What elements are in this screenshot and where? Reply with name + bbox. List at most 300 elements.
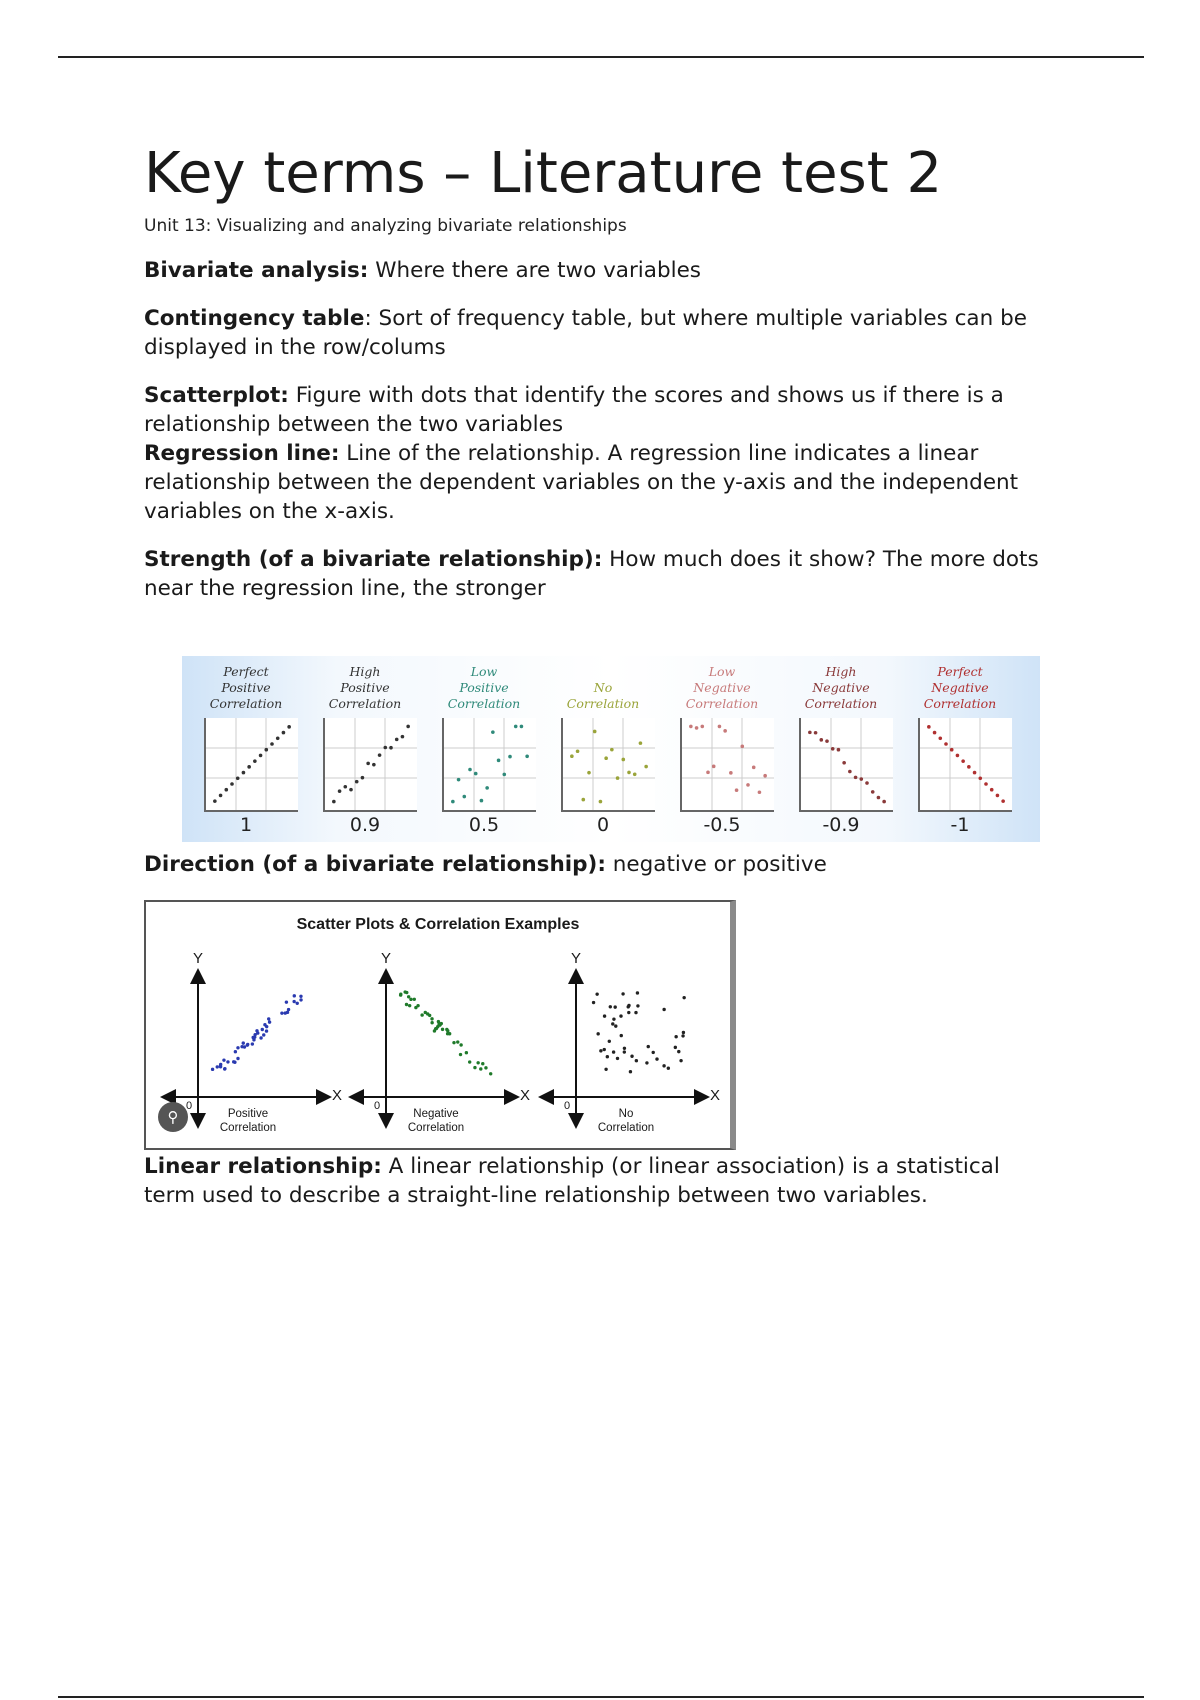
correlation-label-line: Positive xyxy=(459,680,509,695)
data-point xyxy=(216,1065,219,1068)
data-point xyxy=(468,768,472,772)
data-point xyxy=(808,731,812,735)
data-point xyxy=(978,776,982,780)
data-point xyxy=(261,1028,264,1031)
data-point xyxy=(420,1013,423,1016)
term-definition: A linear relationship (or linear association) is a statistical term used to describe a straight-line relationship between two variables. xyxy=(144,1154,1000,1208)
data-point xyxy=(296,1002,299,1005)
data-point xyxy=(445,1028,448,1031)
data-point xyxy=(468,1060,471,1063)
term-contingency-table xyxy=(144,304,1044,362)
data-point xyxy=(990,788,994,792)
origin-label: 0 xyxy=(186,1100,193,1112)
correlation-plot xyxy=(680,718,774,812)
data-point xyxy=(613,1005,616,1008)
data-point xyxy=(674,1035,677,1038)
data-point xyxy=(264,748,268,752)
term-definition: Where there are two variables xyxy=(368,258,702,283)
plot-caption xyxy=(391,1107,481,1135)
data-point xyxy=(877,796,881,800)
correlation-label-line: No xyxy=(593,680,613,695)
data-point xyxy=(426,1012,429,1015)
data-point xyxy=(837,748,841,752)
data-point xyxy=(459,1043,462,1046)
data-point xyxy=(525,755,529,759)
correlation-coefficient: 0 xyxy=(596,814,610,836)
data-point xyxy=(871,790,875,794)
data-point xyxy=(489,1072,492,1075)
data-point xyxy=(276,736,280,740)
correlation-panel-title xyxy=(190,664,302,712)
data-point xyxy=(456,1040,459,1043)
plot-caption xyxy=(203,1107,293,1135)
data-point xyxy=(933,731,937,735)
correlation-panel xyxy=(785,656,897,842)
data-point xyxy=(662,1008,665,1011)
data-point xyxy=(480,799,484,803)
data-point xyxy=(621,992,624,995)
data-point xyxy=(1001,799,1005,803)
correlation-panel-title xyxy=(547,680,659,712)
data-point xyxy=(399,993,402,996)
scatter-examples-figure xyxy=(144,900,736,1150)
term-bivariate-analysis xyxy=(144,256,1044,285)
term-definition: negative or positive xyxy=(605,852,827,877)
plot-caption-line: Negative xyxy=(413,1108,459,1120)
data-point xyxy=(630,1055,633,1058)
data-point xyxy=(230,782,234,786)
data-point xyxy=(662,1064,665,1067)
data-point xyxy=(491,730,495,734)
term-linear-relationship xyxy=(144,1152,1044,1210)
data-point xyxy=(825,739,829,743)
data-point xyxy=(476,1061,479,1064)
data-point xyxy=(746,783,750,787)
data-point xyxy=(645,1061,648,1064)
data-point xyxy=(293,994,296,997)
correlation-panel xyxy=(904,656,1016,842)
correlation-plot xyxy=(799,718,893,812)
correlation-coefficient: -0.5 xyxy=(703,814,741,836)
data-point xyxy=(695,726,699,730)
data-point xyxy=(655,1057,658,1060)
data-point xyxy=(652,1051,655,1054)
scatter-figure-title: Scatter Plots & Correlation Examples xyxy=(296,916,580,933)
term-definition: Line of the relationship. A regression line indicates a linear relationship between the dependent variables on the y-axis and the independent variables on the x-axis. xyxy=(144,441,1019,524)
data-point xyxy=(234,1050,237,1053)
data-point xyxy=(224,788,228,792)
origin-label: 0 xyxy=(374,1100,381,1112)
correlation-label-line: Correlation xyxy=(804,696,878,711)
correlation-plot-svg xyxy=(920,718,1012,810)
data-point xyxy=(259,754,263,758)
data-point xyxy=(938,736,942,740)
x-axis-label: X xyxy=(710,1087,721,1104)
data-point xyxy=(383,746,387,750)
correlation-plot-svg xyxy=(801,718,893,810)
data-point xyxy=(718,725,722,729)
data-point xyxy=(608,1040,611,1043)
data-point xyxy=(251,1042,254,1045)
x-axis-label: X xyxy=(332,1087,343,1104)
term-scatterplot xyxy=(144,381,1044,439)
correlation-strength-figure xyxy=(182,656,1040,842)
data-point xyxy=(614,1024,617,1027)
data-point xyxy=(610,748,614,752)
data-point xyxy=(570,754,574,758)
data-point xyxy=(596,1032,599,1035)
data-point xyxy=(338,789,342,793)
correlation-panel-title xyxy=(666,664,778,712)
data-point xyxy=(603,1014,606,1017)
data-point xyxy=(473,1066,476,1069)
data-point xyxy=(865,781,869,785)
data-point xyxy=(343,785,347,789)
data-point xyxy=(700,725,704,729)
data-point xyxy=(612,1050,615,1053)
data-point xyxy=(446,1032,449,1035)
correlation-coefficient: -0.9 xyxy=(822,814,860,836)
data-point xyxy=(967,765,971,769)
data-point xyxy=(609,1005,612,1008)
data-point xyxy=(263,1023,266,1026)
correlation-coefficient: 0.5 xyxy=(468,814,500,836)
data-point xyxy=(599,1049,602,1052)
correlation-label-line: Negative xyxy=(693,680,751,695)
data-point xyxy=(735,788,739,792)
data-point xyxy=(287,725,291,729)
data-point xyxy=(282,731,286,735)
data-point xyxy=(233,1061,236,1064)
data-point xyxy=(674,1046,677,1049)
data-point xyxy=(606,1055,609,1058)
data-point xyxy=(633,773,637,777)
lens-search-icon[interactable]: ⚲ xyxy=(158,1102,188,1132)
data-point xyxy=(366,762,370,766)
data-point xyxy=(729,771,733,775)
page-subtitle: Unit 13: Visualizing and analyzing bivariate relationships xyxy=(144,216,627,236)
data-point xyxy=(378,753,382,757)
correlation-panel xyxy=(190,656,302,842)
term-label: Bivariate analysis: xyxy=(144,258,369,283)
data-point xyxy=(299,998,302,1001)
data-point xyxy=(752,766,756,770)
data-point xyxy=(268,1020,271,1023)
data-point xyxy=(361,776,365,780)
data-point xyxy=(213,799,217,803)
data-point xyxy=(667,1067,670,1070)
data-point xyxy=(593,730,597,734)
data-point xyxy=(627,1004,630,1007)
correlation-panel-title xyxy=(904,664,1016,712)
data-point xyxy=(262,1033,265,1036)
term-label: Contingency table xyxy=(144,306,365,331)
correlation-plot xyxy=(918,718,1012,812)
data-point xyxy=(681,1034,684,1037)
data-point xyxy=(581,798,585,802)
data-point xyxy=(349,788,353,792)
data-point xyxy=(270,742,274,746)
data-point xyxy=(222,1058,225,1061)
correlation-panel-title xyxy=(309,664,421,712)
data-point xyxy=(634,1011,637,1014)
correlation-panel-title xyxy=(785,664,897,712)
correlation-plot xyxy=(204,718,298,812)
data-point xyxy=(682,996,685,999)
term-regression-line xyxy=(144,439,1044,526)
data-point xyxy=(389,746,393,750)
data-point xyxy=(635,1059,638,1062)
term-label: Linear relationship: xyxy=(144,1154,382,1179)
data-point xyxy=(414,1006,417,1009)
data-point xyxy=(253,759,257,763)
correlation-label-line: Low xyxy=(708,664,736,679)
data-point xyxy=(706,771,710,775)
correlation-panel xyxy=(547,656,659,842)
data-point xyxy=(620,1034,623,1037)
data-point xyxy=(413,998,416,1001)
data-point xyxy=(430,1017,433,1020)
data-point xyxy=(636,991,639,994)
data-point xyxy=(372,763,376,767)
data-point xyxy=(259,1036,262,1039)
correlation-label-line: Correlation xyxy=(685,696,759,711)
term-label: Strength (of a bivariate relationship): xyxy=(144,547,603,572)
data-point xyxy=(430,1021,433,1024)
plot-caption-line: Correlation xyxy=(219,1122,277,1134)
data-point xyxy=(253,1035,256,1038)
data-point xyxy=(405,1003,408,1006)
x-axis-label: X xyxy=(520,1087,531,1104)
data-point xyxy=(481,1062,484,1065)
term-direction xyxy=(144,850,1044,879)
data-point xyxy=(409,998,412,1001)
correlation-panel xyxy=(428,656,540,842)
correlation-label-line: Negative xyxy=(931,680,989,695)
term-label: Regression line: xyxy=(144,441,340,466)
data-point xyxy=(621,758,625,762)
data-point xyxy=(401,735,405,739)
data-point xyxy=(689,725,693,729)
correlation-plot xyxy=(561,718,655,812)
data-point xyxy=(236,1046,239,1049)
data-point xyxy=(451,800,455,804)
data-point xyxy=(484,1066,487,1069)
plot-caption-line: Positive xyxy=(227,1108,269,1120)
data-point xyxy=(679,1059,682,1062)
correlation-plot-svg xyxy=(682,718,774,810)
data-point xyxy=(395,738,399,742)
data-point xyxy=(819,738,823,742)
origin-label: 0 xyxy=(564,1100,571,1112)
correlation-panel xyxy=(666,656,778,842)
data-point xyxy=(616,776,620,780)
data-point xyxy=(485,786,489,790)
data-point xyxy=(502,773,506,777)
data-point xyxy=(520,725,524,729)
data-point xyxy=(441,1028,444,1031)
data-point xyxy=(332,800,336,804)
correlation-plot-svg xyxy=(444,718,536,810)
data-point xyxy=(677,1050,680,1053)
top-rule xyxy=(58,56,1144,58)
data-point xyxy=(457,778,461,782)
data-point xyxy=(682,1031,685,1034)
data-point xyxy=(219,1063,222,1066)
data-point xyxy=(927,725,931,729)
data-point xyxy=(236,1057,239,1060)
data-point xyxy=(842,761,846,765)
data-point xyxy=(242,771,246,775)
data-point xyxy=(576,749,580,753)
data-point xyxy=(647,1045,650,1048)
correlation-label-line: Correlation xyxy=(328,696,402,711)
data-point xyxy=(497,759,501,763)
term-definition: Figure with dots that identify the scores and shows us if there is a relationship between the two variables xyxy=(144,383,1004,437)
data-point xyxy=(242,1041,245,1044)
data-point xyxy=(265,1029,268,1032)
correlation-plot xyxy=(323,718,417,812)
correlation-label-line: Perfect xyxy=(937,664,983,679)
correlation-plot-svg xyxy=(206,718,298,810)
data-point xyxy=(599,800,603,804)
data-point xyxy=(285,1000,288,1003)
data-point xyxy=(407,995,410,998)
correlation-plot-svg xyxy=(325,718,417,810)
data-point xyxy=(459,1053,462,1056)
data-point xyxy=(639,741,643,745)
y-axis-label: Y xyxy=(571,950,582,967)
correlation-coefficient: -1 xyxy=(950,814,970,836)
data-point xyxy=(236,776,240,780)
plot-caption-line: Correlation xyxy=(407,1122,465,1134)
data-point xyxy=(723,729,727,733)
correlation-label-line: High xyxy=(349,664,381,679)
y-axis-label: Y xyxy=(381,950,392,967)
data-point xyxy=(434,1027,437,1030)
data-point xyxy=(944,742,948,746)
data-point xyxy=(246,1043,249,1046)
page-title: Key terms – Literature test 2 xyxy=(144,141,943,206)
correlation-label-line: Positive xyxy=(221,680,271,695)
data-point xyxy=(814,731,818,735)
data-point xyxy=(612,1017,615,1020)
data-point xyxy=(247,765,251,769)
correlation-panel xyxy=(309,656,421,842)
data-point xyxy=(623,1050,626,1053)
term-label: Direction (of a bivariate relationship): xyxy=(144,852,606,877)
correlation-label-line: Low xyxy=(470,664,498,679)
data-point xyxy=(740,745,744,749)
correlation-label-line: Correlation xyxy=(447,696,521,711)
data-point xyxy=(996,794,1000,798)
correlation-coefficient: 0.9 xyxy=(349,814,381,836)
data-point xyxy=(973,771,977,775)
correlation-plot-svg xyxy=(563,718,655,810)
correlation-plot xyxy=(442,718,536,812)
y-axis-label: Y xyxy=(193,950,204,967)
correlation-coefficient: 1 xyxy=(239,814,253,836)
data-point xyxy=(355,780,359,784)
data-point xyxy=(984,782,988,786)
data-point xyxy=(299,995,302,998)
data-point xyxy=(514,725,518,729)
data-point xyxy=(219,794,223,798)
data-point xyxy=(854,776,858,780)
data-point xyxy=(616,1057,619,1060)
plot-caption-line: Correlation xyxy=(597,1122,655,1134)
data-point xyxy=(405,991,408,994)
data-point xyxy=(595,992,598,995)
data-point xyxy=(256,1031,259,1034)
data-point xyxy=(508,755,512,759)
document-body xyxy=(144,142,1044,603)
correlation-label-line: Positive xyxy=(340,680,390,695)
correlation-label-line: Correlation xyxy=(923,696,997,711)
data-point xyxy=(286,1011,289,1014)
data-point xyxy=(408,1004,411,1007)
correlation-label-line: Correlation xyxy=(566,696,640,711)
data-point xyxy=(619,1014,622,1017)
data-point xyxy=(437,1020,440,1023)
data-point xyxy=(292,1000,295,1003)
bottom-rule xyxy=(58,1696,1144,1698)
data-point xyxy=(763,774,767,778)
data-point xyxy=(623,1047,626,1050)
data-point xyxy=(636,1004,639,1007)
term-strength xyxy=(144,545,1044,603)
data-point xyxy=(950,748,954,752)
data-point xyxy=(604,1068,607,1071)
term-label: Scatterplot: xyxy=(144,383,289,408)
data-point xyxy=(758,790,762,794)
data-point xyxy=(627,1011,630,1014)
term-definition: How much does it show? The more dots near the regression line, the stronger xyxy=(144,547,1039,601)
data-point xyxy=(479,1067,482,1070)
correlation-label-line: Negative xyxy=(812,680,870,695)
data-point xyxy=(629,1070,632,1073)
data-point xyxy=(211,1068,214,1071)
data-point xyxy=(859,777,863,781)
plot-caption-line: No xyxy=(618,1108,634,1120)
data-point xyxy=(712,765,716,769)
data-point xyxy=(280,1011,283,1014)
data-point xyxy=(603,1048,606,1051)
term-definition: : Sort of frequency table, but where multiple variables can be displayed in the row/colums xyxy=(144,306,1027,360)
data-point xyxy=(627,771,631,775)
data-point xyxy=(452,1041,455,1044)
data-point xyxy=(226,1060,229,1063)
data-point xyxy=(611,1022,614,1025)
data-point xyxy=(474,772,478,776)
data-point xyxy=(462,795,466,799)
data-point xyxy=(465,1051,468,1054)
data-point xyxy=(882,800,886,804)
data-point xyxy=(223,1067,226,1070)
correlation-label-line: Perfect xyxy=(223,664,269,679)
data-point xyxy=(267,1017,270,1020)
data-point xyxy=(406,725,410,729)
data-point xyxy=(961,759,965,763)
data-point xyxy=(592,1001,595,1004)
data-point xyxy=(848,770,852,774)
data-point xyxy=(587,771,591,775)
data-point xyxy=(956,754,960,758)
plot-caption xyxy=(581,1107,671,1135)
data-point xyxy=(243,1045,246,1048)
correlation-label-line: High xyxy=(825,664,857,679)
correlation-label-line: Correlation xyxy=(209,696,283,711)
